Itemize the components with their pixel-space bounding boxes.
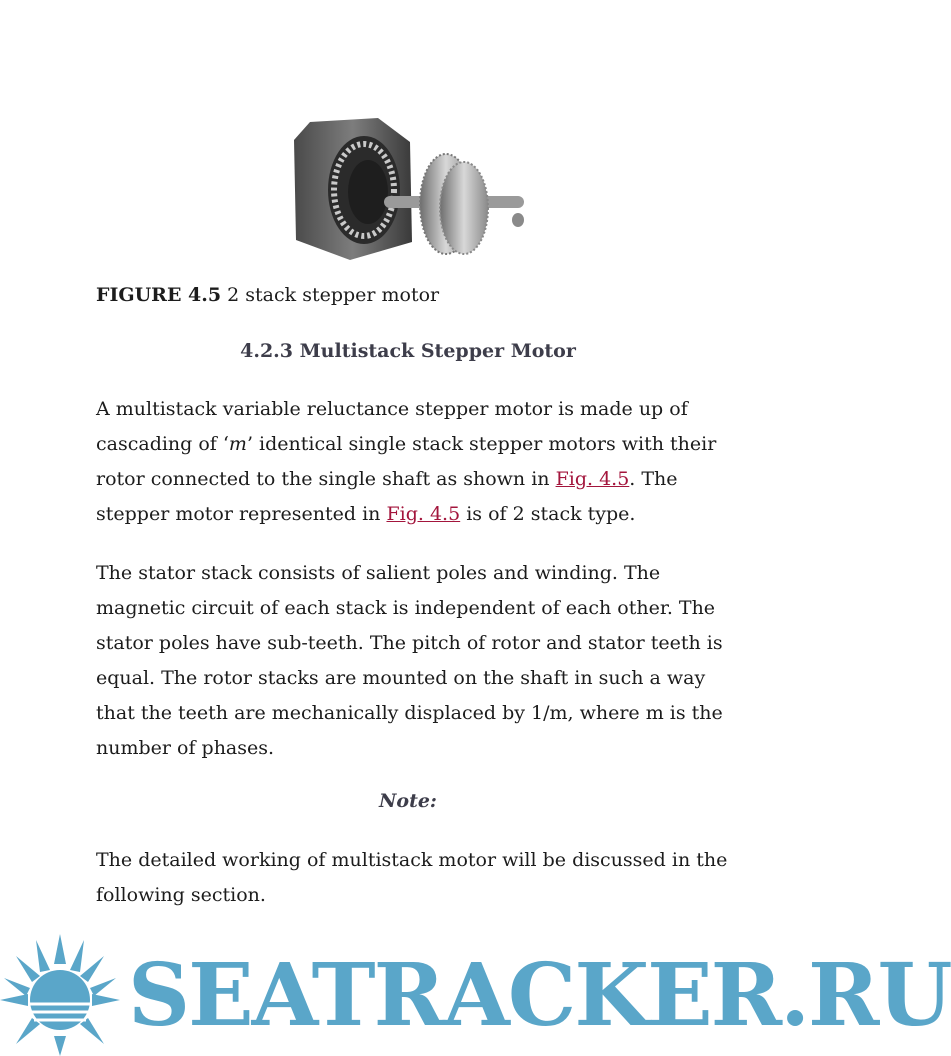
figure-link[interactable]: Fig. 4.5 xyxy=(555,468,630,490)
stepper-motor-figure xyxy=(288,112,528,272)
para1-m-variable: m xyxy=(228,433,247,455)
para1-text-3: . The stepper motor represented in xyxy=(96,468,678,525)
sun-logo-icon xyxy=(0,930,140,1056)
paragraph-stator-stack: The stator stack consists of salient poles and winding. The magnetic circuit of each stack is independent of each other. The stator poles have sub-teeth. The pitch of rotor and stator teeth is equal. The rotor stacks are mounted on the shaft in such a way that the teeth are mechanically displaced by 1/m, where m is the number of phases. xyxy=(96,562,723,759)
figure-caption-text: 2 stack stepper motor xyxy=(227,284,440,306)
section-heading: 4.2.3 Multistack Stepper Motor xyxy=(240,340,576,362)
note-heading: Note: xyxy=(379,790,437,812)
para1-text-4: is of 2 stack type. xyxy=(460,503,636,525)
watermark-text: SEATRACKER.RU xyxy=(128,945,951,1046)
paragraph-multistack-intro xyxy=(96,392,736,532)
figure-caption xyxy=(96,284,439,306)
figure-link[interactable]: Fig. 4.5 xyxy=(386,503,461,525)
para1-text-2: ’ identical single stack stepper motors with their rotor connected to the single shaft as shown in xyxy=(96,433,717,490)
paragraph-detailed-working: The detailed working of multistack motor will be discussed in the following section. xyxy=(96,849,728,906)
para1-text-1: A multistack variable reluctance stepper motor is made up of cascading of ‘ xyxy=(96,398,688,455)
figure-label: FIGURE 4.5 xyxy=(96,284,222,306)
